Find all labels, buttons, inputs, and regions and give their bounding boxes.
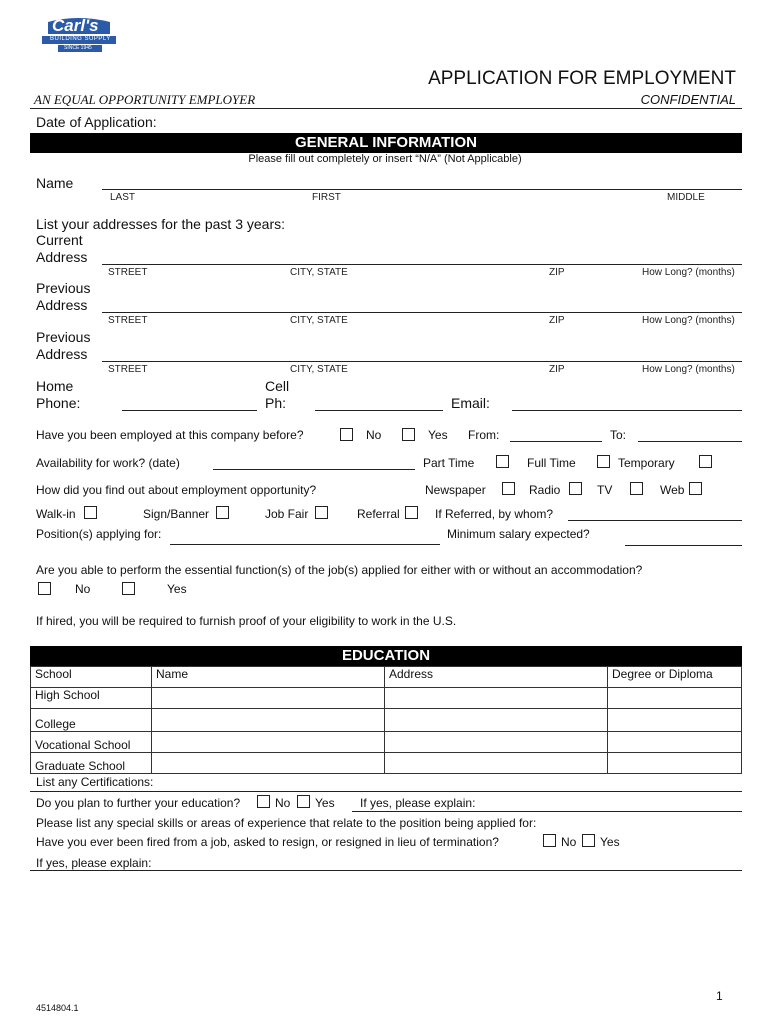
school-type-vocational (31, 732, 152, 753)
eoe-statement: AN EQUAL OPPORTUNITY EMPLOYER (34, 92, 256, 107)
home-phone-label-2: Phone: (36, 395, 81, 411)
education-table (30, 666, 742, 774)
previous-address-label-2: Address (36, 297, 88, 313)
minimum-salary-field[interactable] (625, 545, 742, 546)
position-label: Position(s) applying for: (36, 527, 162, 541)
referred-by-field[interactable] (568, 520, 742, 521)
employed-before-no-label: No (366, 428, 382, 442)
zip-sublabel: ZIP (549, 267, 565, 278)
if-referred-label: If Referred, by whom? (435, 507, 554, 521)
current-address-field[interactable] (102, 264, 742, 265)
column-header-degree: Degree or Diploma (608, 667, 742, 688)
confidential-label: CONFIDENTIAL (640, 92, 736, 107)
home-phone-label-1: Home (36, 378, 74, 394)
school-name-cell[interactable] (152, 732, 385, 753)
column-header-address: Address (385, 667, 608, 688)
column-header-school: School (31, 667, 152, 688)
city-state-sublabel: CITY, STATE (290, 364, 348, 375)
essential-functions-question: Are you able to perform the essential function(s) of the job(s) applied for either with or without an accommodation? (36, 563, 643, 577)
middle-sublabel: MIDDLE (667, 192, 705, 203)
referral-label: Referral (357, 507, 400, 521)
further-education-yes-label: Yes (315, 796, 335, 810)
school-address-cell[interactable] (385, 732, 608, 753)
further-education-no-checkbox[interactable] (257, 795, 270, 808)
minimum-salary-label: Minimum salary expected? (447, 527, 590, 541)
email-label: Email: (451, 395, 490, 411)
first-sublabel: FIRST (312, 192, 341, 203)
street-sublabel: STREET (108, 364, 148, 375)
essential-yes-label: Yes (167, 582, 187, 596)
company-logo (40, 16, 118, 54)
temporary-label: Temporary (618, 456, 675, 470)
school-degree-cell[interactable] (608, 732, 742, 753)
column-header-name: Name (152, 667, 385, 688)
certifications-label: List any Certifications: (36, 775, 154, 789)
to-label: To: (610, 428, 627, 442)
from-field[interactable] (510, 441, 602, 442)
full-time-checkbox[interactable] (597, 455, 610, 468)
city-state-sublabel: CITY, STATE (290, 267, 348, 278)
walk-in-checkbox[interactable] (84, 506, 97, 519)
from-label: From: (468, 428, 500, 442)
name-label: Name (36, 175, 74, 191)
table-row (31, 688, 742, 709)
table-row (31, 709, 742, 732)
tv-checkbox[interactable] (630, 482, 643, 495)
cell-phone-field[interactable] (315, 410, 443, 411)
date-of-application-label: Date of Application: (36, 114, 157, 130)
full-time-label: Full Time (527, 456, 576, 470)
logo-band-1: BUILDING SUPPLY (50, 36, 111, 42)
how-find-question: How did you find out about employment opportunity? (36, 483, 317, 497)
previous-address-field-1[interactable] (102, 312, 742, 313)
previous-address-label-1: Previous (36, 329, 91, 345)
employed-before-yes-checkbox[interactable] (402, 428, 415, 441)
radio-label: Radio (529, 483, 561, 497)
fired-yes-label: Yes (600, 835, 620, 849)
job-fair-checkbox[interactable] (315, 506, 328, 519)
tv-label: TV (597, 483, 613, 497)
school-type-label: Graduate School (35, 759, 126, 773)
school-degree-cell[interactable] (608, 753, 742, 774)
referral-checkbox[interactable] (405, 506, 418, 519)
essential-no-label: No (75, 582, 91, 596)
previous-address-label-1: Previous (36, 280, 91, 296)
fired-explain-label: If yes, please explain: (36, 856, 152, 870)
header-rule (30, 108, 742, 109)
page-number: 1 (716, 989, 723, 1003)
school-name-cell[interactable] (152, 688, 385, 709)
previous-address-label-2: Address (36, 346, 88, 362)
street-sublabel: STREET (108, 267, 148, 278)
logo-band-2: SINCE 1945 (64, 45, 92, 51)
further-education-yes-checkbox[interactable] (297, 795, 310, 808)
special-skills-label: Please list any special skills or areas of experience that relate to the position being applied for: (36, 816, 537, 830)
fired-question: Have you ever been fired from a job, asked to resign, or resigned in lieu of termination? (36, 835, 499, 849)
part-time-checkbox[interactable] (496, 455, 509, 468)
school-type-graduate (31, 753, 152, 774)
radio-checkbox[interactable] (569, 482, 582, 495)
newspaper-checkbox[interactable] (502, 482, 515, 495)
certifications-field[interactable] (30, 791, 742, 792)
school-type-label: College (35, 717, 76, 731)
previous-address-field-2[interactable] (102, 361, 742, 362)
street-sublabel: STREET (108, 315, 148, 326)
to-field[interactable] (638, 441, 742, 442)
document-id: 4514804.1 (36, 1003, 79, 1013)
further-education-explain-field[interactable] (352, 811, 742, 812)
zip-sublabel: ZIP (549, 364, 565, 375)
education-heading: EDUCATION (30, 646, 742, 666)
employed-before-yes-label: Yes (428, 428, 448, 442)
school-type-college (31, 709, 152, 732)
newspaper-label: Newspaper (425, 483, 486, 497)
how-long-sublabel: How Long? (months) (642, 267, 735, 278)
school-degree-cell[interactable] (608, 709, 742, 732)
employed-before-no-checkbox[interactable] (340, 428, 353, 441)
current-address-label-2: Address (36, 249, 88, 265)
web-checkbox[interactable] (689, 482, 702, 495)
walk-in-label: Walk-in (36, 507, 76, 521)
home-phone-field[interactable] (122, 410, 257, 411)
part-time-label: Part Time (423, 456, 475, 470)
fired-yes-checkbox[interactable] (582, 834, 595, 847)
last-sublabel: LAST (110, 192, 136, 203)
further-education-question: Do you plan to further your education? (36, 796, 241, 810)
fired-no-label: No (561, 835, 577, 849)
how-long-sublabel: How Long? (months) (642, 315, 735, 326)
addresses-label: List your addresses for the past 3 years: (36, 216, 286, 232)
web-label: Web (660, 483, 685, 497)
school-address-cell[interactable] (385, 688, 608, 709)
school-degree-cell[interactable] (608, 688, 742, 709)
table-row (31, 753, 742, 774)
current-address-label-1: Current (36, 232, 83, 248)
availability-label: Availability for work? (date) (36, 456, 180, 470)
cell-phone-label-1: Cell (265, 378, 290, 394)
further-education-explain-label: If yes, please explain: (360, 796, 476, 810)
city-state-sublabel: CITY, STATE (290, 315, 348, 326)
how-long-sublabel: How Long? (months) (642, 364, 735, 375)
name-field[interactable] (102, 189, 742, 190)
essential-no-checkbox[interactable] (38, 582, 51, 595)
further-education-no-label: No (275, 796, 291, 810)
proof-of-eligibility-notice: If hired, you will be required to furnish proof of your eligibility to work in the U.S. (36, 614, 457, 628)
table-header-row (31, 667, 742, 688)
sign-banner-checkbox[interactable] (216, 506, 229, 519)
school-type-high-school: High School (31, 688, 152, 709)
general-instruction: Please fill out completely or insert “N/A” (Not Applicable) (248, 153, 522, 165)
school-address-cell[interactable] (385, 709, 608, 732)
cell-phone-label-2: Ph: (265, 395, 287, 411)
form-title: APPLICATION FOR EMPLOYMENT (428, 68, 736, 89)
general-information-heading: GENERAL INFORMATION (30, 133, 742, 153)
school-name-cell[interactable] (152, 709, 385, 732)
position-field[interactable] (170, 544, 440, 545)
school-address-cell[interactable] (385, 753, 608, 774)
fired-no-checkbox[interactable] (543, 834, 556, 847)
table-row (31, 732, 742, 753)
email-field[interactable] (512, 410, 742, 411)
sign-banner-label: Sign/Banner (143, 507, 210, 521)
job-fair-label: Job Fair (265, 507, 309, 521)
school-type-label: Vocational School (35, 738, 131, 752)
school-name-cell[interactable] (152, 753, 385, 774)
zip-sublabel: ZIP (549, 315, 565, 326)
essential-yes-checkbox[interactable] (122, 582, 135, 595)
temporary-checkbox[interactable] (699, 455, 712, 468)
availability-field[interactable] (213, 469, 415, 470)
fired-explain-field[interactable] (30, 870, 742, 871)
logo-text: Carl's (52, 16, 99, 35)
employed-before-question: Have you been employed at this company before? (36, 428, 304, 442)
